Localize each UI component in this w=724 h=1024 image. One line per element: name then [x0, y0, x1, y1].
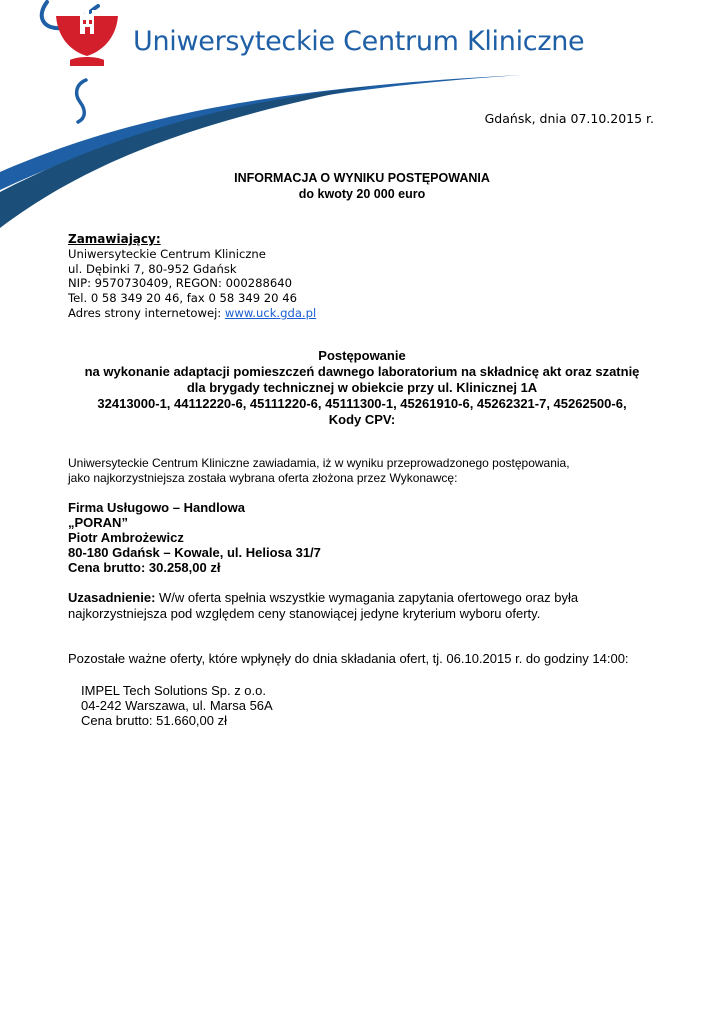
ordering-party-name: Uniwersyteckie Centrum Kliniczne — [68, 246, 266, 261]
winner-owner: Piotr Ambrożewicz — [68, 530, 184, 545]
procedure-heading: Postępowanie — [318, 348, 406, 363]
website-label: Adres strony internetowej: — [68, 305, 225, 320]
procedure-line-1: na wykonanie adaptacji pomieszczeń dawnego laboratorium na składnicę akt oraz szatnię — [84, 364, 640, 379]
procedure-codes: 32413000-1, 44112220-6, 45111220-6, 45111300-1, 45261910-6, 45262321-7, 45262500-6, — [97, 396, 627, 411]
other-offers-intro: Pozostałe ważne oferty, które wpłynęły do dnia składania ofert, tj. 06.10.2015 r. do godziny 14:00: — [68, 651, 629, 666]
institution-name: Uniwersyteckie Centrum Kliniczne — [133, 26, 585, 57]
document-subtitle: do kwoty 20 000 euro — [298, 187, 426, 201]
document-date: Gdańsk, dnia 07.10.2015 r. — [484, 111, 654, 126]
logo-base — [70, 57, 104, 66]
document-title: INFORMACJA O WYNIKU POSTĘPOWANIA — [234, 171, 490, 185]
procedure-block — [0, 348, 724, 428]
justification-block — [68, 590, 668, 622]
ordering-party-phone: Tel. 0 58 349 20 46, fax 0 58 349 20 46 — [68, 291, 297, 306]
notice-line-2: jako najkorzystniejsza została wybrana oferta złożona przez Wykonawcę: — [68, 470, 458, 485]
justification-text-1: W/w oferta spełnia wszystkie wymagania zapytania ofertowego oraz była — [155, 590, 579, 605]
winner-price: Cena brutto: 30.258,00 zł — [68, 560, 221, 575]
ordering-party-label: Zamawiający: — [68, 232, 161, 246]
procedure-line-2: dla brygady technicznej w obiekcie przy ul. Klinicznej 1A — [186, 380, 538, 395]
ordering-party-ids: NIP: 9570730409, REGON: 000288640 — [68, 276, 292, 291]
winner-company-name: „PORAN” — [68, 515, 128, 530]
ordering-party-website — [68, 306, 316, 321]
ordering-party-address: ul. Dębinki 7, 80-952 Gdańsk — [68, 261, 237, 276]
winner-address: 80-180 Gdańsk – Kowale, ul. Heliosa 31/7 — [68, 545, 321, 560]
website-link[interactable]: www.uck.gda.pl — [224, 305, 317, 320]
other-offer-address: 04-242 Warszawa, ul. Marsa 56A — [81, 698, 273, 713]
other-offer-item — [81, 683, 273, 728]
winner-company-type: Firma Usługowo – Handlowa — [68, 500, 245, 515]
other-offer-name: IMPEL Tech Solutions Sp. z o.o. — [81, 683, 266, 698]
logo-snake-icon — [77, 80, 86, 122]
procedure-codes-label: Kody CPV: — [328, 412, 396, 427]
notice-line-1: Uniwersyteckie Centrum Kliniczne zawiadamia, iż w wyniku przeprowadzonego postępowania, — [68, 456, 570, 470]
justification-text-2: najkorzystniejsza pod względem ceny stanowiącej jedyne kryterium wyboru oferty. — [68, 606, 541, 621]
ordering-party-block — [68, 232, 316, 321]
winner-block — [68, 500, 321, 575]
notice-block — [68, 456, 570, 485]
other-offer-price: Cena brutto: 51.660,00 zł — [81, 713, 227, 728]
justification-label: Uzasadnienie: — [68, 590, 156, 605]
